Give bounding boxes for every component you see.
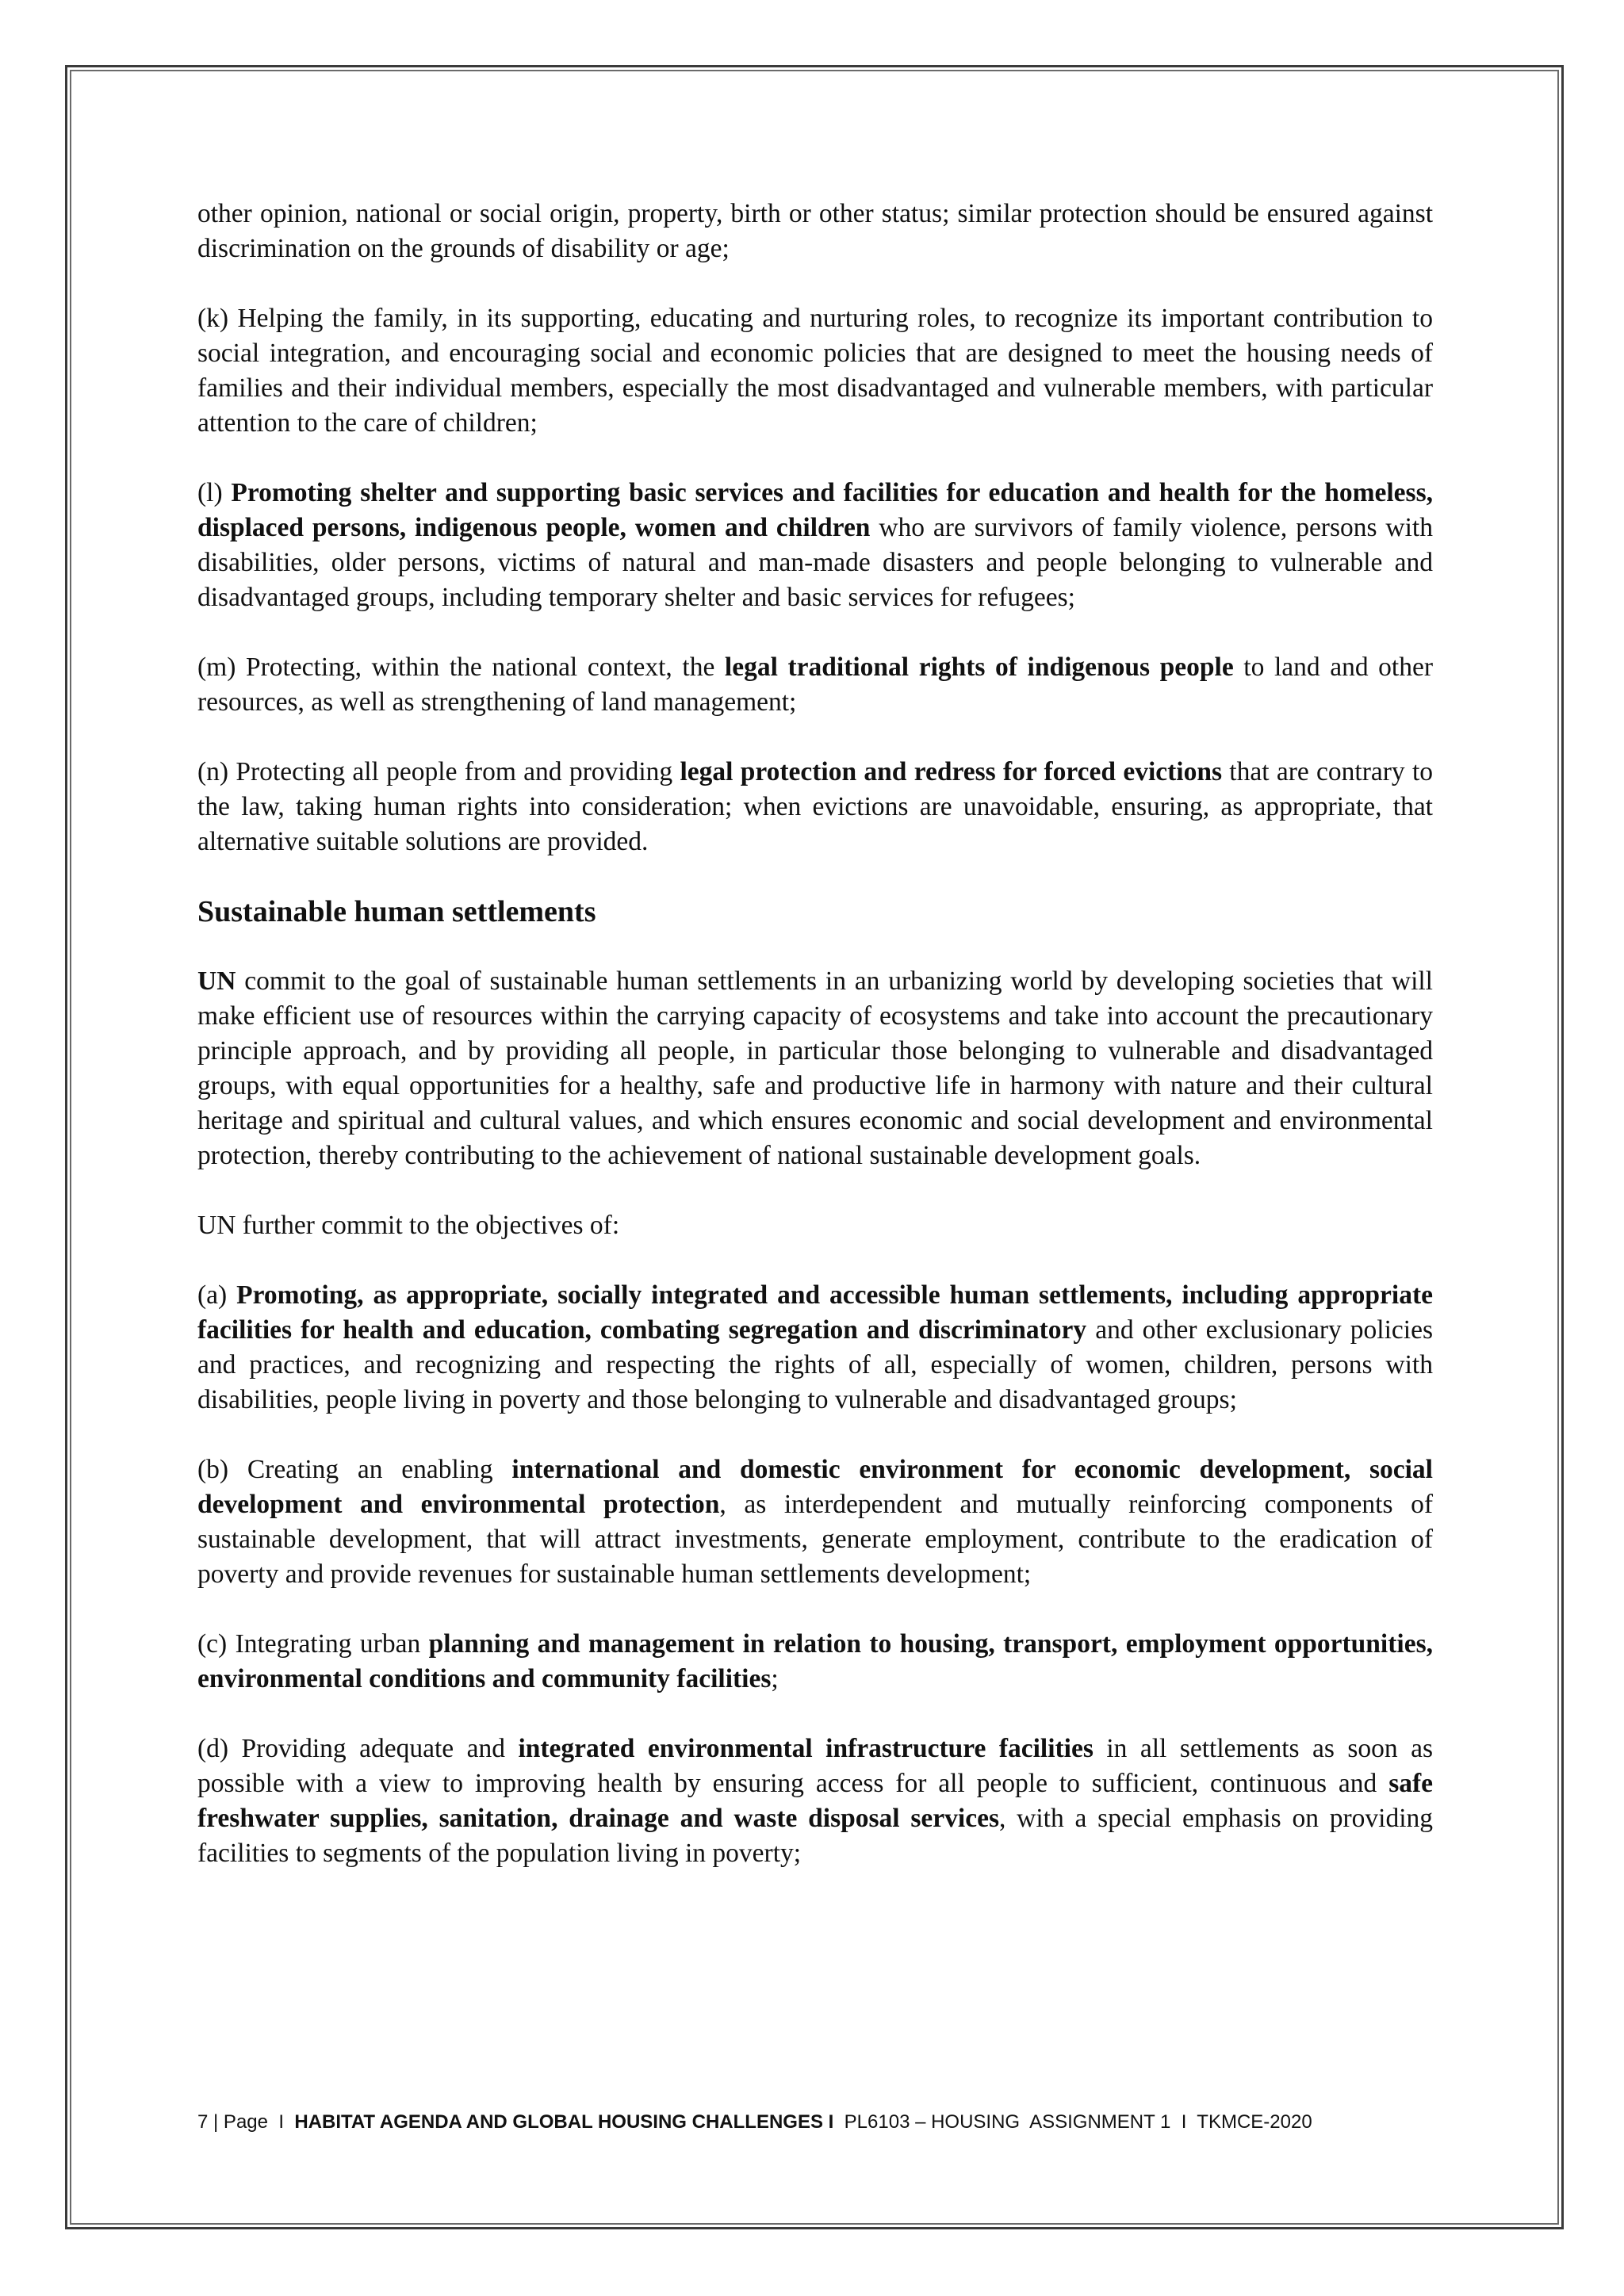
paragraph [197,301,1433,441]
footer-page-label: | Page I [208,2111,295,2133]
paragraph-group-settlements [197,964,1433,1871]
paragraph [197,650,1433,720]
text-run: commit to the goal of sustainable human settlements in an urbanizing world by developing societies that will make efficient use of resources within the carrying capacity of ecosystems and take into account the precautionary principle approach, and by providing all people, in particular those belonging to vulnerable and disadvantaged groups, with equal opportunities for a healthy, safe and productive life in harmony with nature and their cultural heritage and spiritual and cultural values, and which ensures economic and social development and environmental protection, thereby contributing to the achievement of national sustainable development goals. [197,966,1433,1170]
text-run: other opinion, national or social origin, property, birth or other status; similar protection should be ensured against discrimination on the grounds of disability or age; [197,199,1433,263]
footer-page-number: 7 [197,2111,209,2133]
text-run: (b) Creating an enabling [197,1455,512,1484]
document-body [197,197,1433,1871]
bold-text: Promoting, as appropriate, socially integrated and accessible human settlements, including appropriate facilities for health and education, combating segregation and discriminatory [197,1280,1433,1345]
text-run: and other exclusionary policies and practices, and recognizing and respecting the rights of all, especially of women, children, persons with disabilities, people living in poverty and those belonging to vulnerable and disadvantaged groups; [197,1315,1433,1414]
bold-text: planning and management in relation to housing, transport, employment opportunities, environmental conditions and community facilities [197,1629,1433,1693]
text-run: (k) Helping the family, in its supporting, educating and nurturing roles, to recognize its important contribution to social integration, and encouraging social and economic policies that are designed to meet the housing needs of families and their individual members, especially the most disadvantaged and vulnerable members, with particular attention to the care of children; [197,304,1433,438]
paragraph [197,1278,1433,1418]
paragraph-group-rights [197,197,1433,859]
footer-course: PL6103 – HOUSING ASSIGNMENT 1 I TKMCE-2020 [833,2111,1312,2133]
text-run: ; [771,1664,779,1693]
text-run: who are survivors of family violence, persons with disabilities, older persons, victims of natural and man-made disasters and people belonging to vulnerable and disadvantaged groups, including temporary shelter and basic services for refugees; [197,513,1433,612]
text-run: (d) Providing adequate and [197,1734,519,1763]
bold-text: UN [197,966,236,996]
paragraph [197,964,1433,1173]
paragraph [197,755,1433,859]
bold-text: legal protection and redress for forced evictions [680,757,1222,786]
paragraph [197,1627,1433,1697]
text-run: (a) [197,1280,237,1310]
page-footer [197,2110,1466,2134]
bold-text: Promoting shelter and supporting basic services and facilities for education and health for the homeless, displaced persons, indigenous people, women and children [197,478,1433,542]
paragraph [197,1452,1433,1592]
footer-title: HABITAT AGENDA AND GLOBAL HOUSING CHALLENGES I [294,2111,834,2133]
bold-text: legal traditional rights of indigenous people [724,652,1234,682]
text-run: (c) Integrating urban [197,1629,429,1659]
bold-text: integrated environmental infrastructure facilities [518,1734,1094,1763]
section-heading: Sustainable human settlements [197,895,596,928]
text-run: that are contrary to the law, taking human rights into consideration; when evictions are unavoidable, ensuring, as appropriate, that alternative suitable solutions are provided. [197,757,1434,856]
text-run: UN further commit to the objectives of: [197,1211,620,1240]
paragraph [197,1208,1433,1243]
text-run: (l) [197,478,232,507]
paragraph [197,197,1433,266]
paragraph [197,476,1433,615]
text-run: (m) Protecting, within the national context, the [197,652,725,682]
text-run: to land and other resources, as well as strengthening of land management; [197,652,1434,717]
text-run: (n) Protecting all people from and providing [197,757,680,786]
text-run: , as interdependent and mutually reinforcing components of sustainable development, that will attract investments, generate employment, contribute to the eradication of poverty and provide revenues for sustainable human settlements development; [197,1490,1433,1589]
text-run: , with a special emphasis on providing facilities to segments of the population living in poverty; [197,1804,1433,1868]
paragraph [197,1732,1433,1871]
bold-text: safe freshwater supplies, sanitation, drainage and waste disposal services [197,1769,1433,1833]
bold-text: international and domestic environment for economic development, social development and environmental protection [197,1455,1433,1519]
text-run: in all settlements as soon as possible with a view to improving health by ensuring access for all people to sufficient, continuous and [197,1734,1434,1798]
